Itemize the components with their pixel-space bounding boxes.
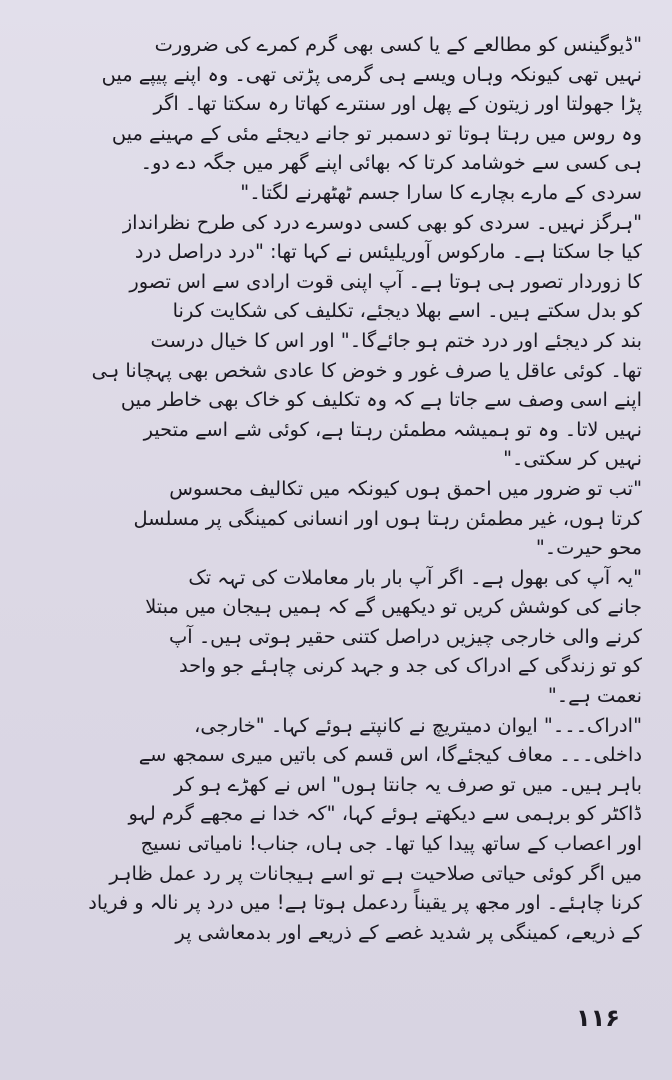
paragraph-1: "ڈیوگینس کو مطالعے کے یا کسی بھی گرم کمرے کی ضرورت نہیں تھی کیونکہ وہاں ویسے ہی گرمی پڑتی تھی۔ وہ اپنے پیپے میں پڑا جھولتا اور زیتون کے پھل اور سنترے کھاتا رہ سکتا تھا۔ اگر وہ روس میں رہتا ہوتا تو دسمبر تو جانے دیجئے مئی کے مہینے میں ہی کسی سے خوشامد کرتا کہ بھائی اپنے گھر میں جگہ دے دو۔ سردی کے مارے بچارے کا سارا جسم ٹھٹھرنے لگتا۔" [101, 33, 642, 204]
paragraph-4: "یہ آپ کی بھول ہے۔ اگر آپ بار بار معاملات کی تہہ تک جانے کی کوشش کریں تو دیکھیں گے کہ ہمیں ہیجان میں مبتلا کرنے والی خارجی چیزیں دراصل کتنی حقیر ہوتی ہیں۔ آپ کو تو زندگی کے ادراک کی جد و جہد کرنی چاہئے جو واحد نعمت ہے۔" [145, 565, 642, 708]
paragraph-2: "ہرگز نہیں۔ سردی کو بھی کسی دوسرے درد کی طرح نظرانداز کیا جا سکتا ہے۔ مارکوس آوریلیئس نے کہا تھا: "درد دراصل درد کا زوردار تصور ہی ہوتا ہے۔ آپ اپنی قوت ارادی سے اس تصور کو بدل سکتے ہیں۔ اسے بھلا دیجئے، تکلیف کی شکایت کرنا بند کر دیجئے اور درد ختم ہو جائےگا۔" اور اس کا خیال درست تھا۔ کوئی عاقل یا صرف غور و خوض کا عادی شخص بھی پہچانا ہی اپنے اسی وصف سے جاتا ہے کہ وہ تکلیف کو خاک بھی خاطر میں نہیں لاتا۔ وہ تو ہمیشہ مطمئن رہتا ہے، کوئی شے اسے متحیر نہیں کر سکتی۔" [91, 210, 642, 471]
paragraph-3: "تب تو ضرور میں احمق ہوں کیونکہ میں تکالیف محسوس کرتا ہوں، غیر مطمئن رہتا ہوں اور انسانی کمینگی پر مسلسل محو حیرت۔" [133, 476, 642, 560]
page-number: ۱۱۶ [576, 1004, 620, 1032]
paragraph-5: "ادراک۔۔۔" ایوان دمیتریچ نے کانپتے ہوئے کہا۔ "خارجی، داخلی۔۔۔ معاف کیجئےگا، اس قسم کی باتیں میری سمجھ سے باہر ہیں۔ میں تو صرف یہ جانتا ہوں" اس نے کھڑے ہو کر ڈاکٹر کو برہمی سے دیکھتے ہوئے کہا، "کہ خدا نے مجھے گرم لہو اور اعصاب کے ساتھ پیدا کیا تھا۔ جی ہاں، جناب! نامیاتی نسیج میں اگر کوئی حیاتی صلاحیت ہے تو اسے ہیجانات پر رد عمل ظاہر کرنا چاہئے۔ اور مجھ پر یقیناً ردعمل ہوتا ہے! میں درد پر نالہ و فریاد کے ذریعے، کمینگی پر شدید غصے کے ذریعے اور بدمعاشی پر [88, 713, 642, 944]
page-body-text [28, 30, 642, 947]
